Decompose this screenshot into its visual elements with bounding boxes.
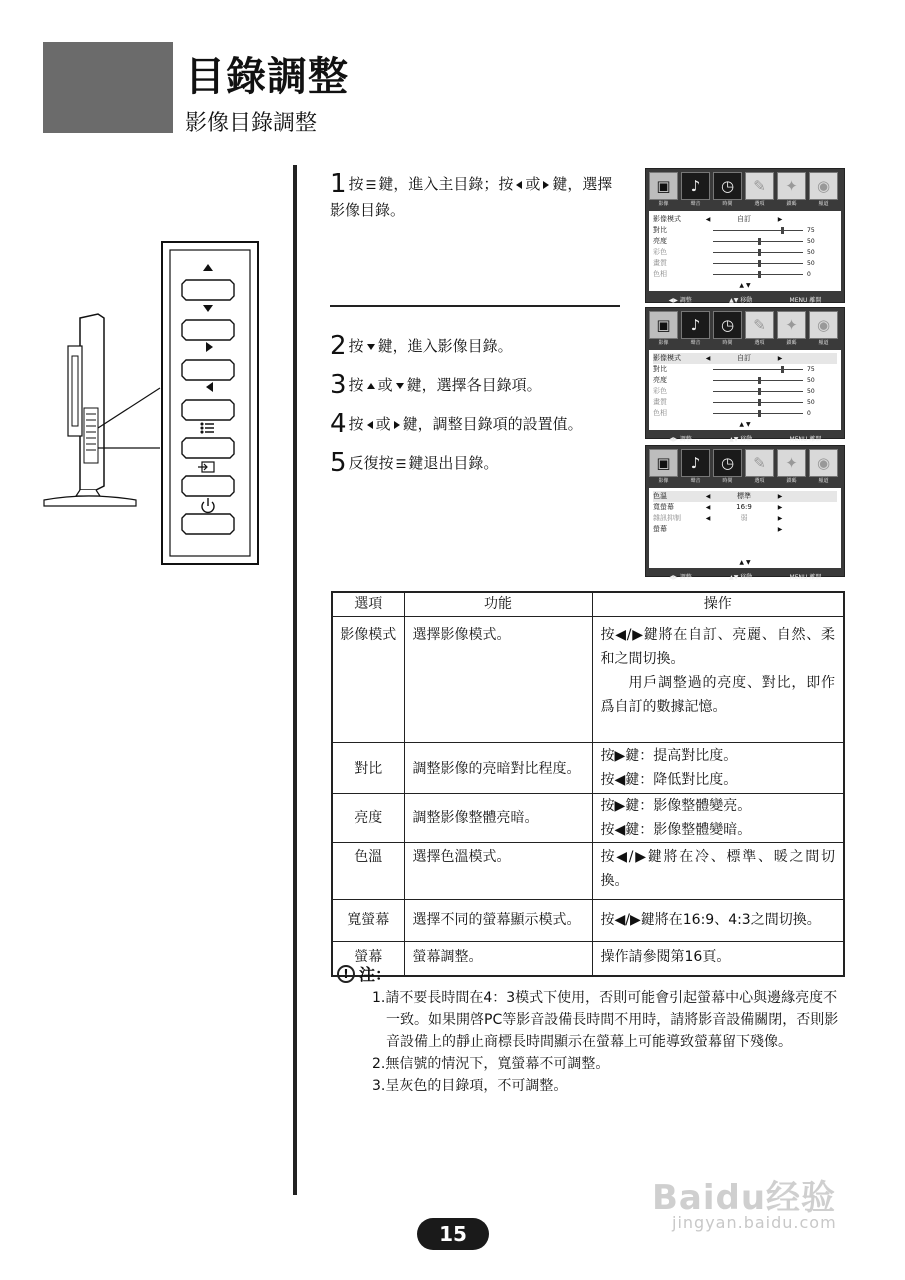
osd-slider bbox=[713, 380, 803, 381]
note-item: 3.呈灰色的目錄項，不可調整。 bbox=[372, 1078, 568, 1094]
osd-footer-key: ◀▶ bbox=[668, 297, 678, 304]
step-text: 鍵，調整目錄項的設置值。 bbox=[402, 415, 583, 433]
osd-row-contrast bbox=[653, 364, 837, 375]
osd-footer-key: ◀▶ bbox=[668, 574, 678, 581]
right-arrow-icon bbox=[394, 421, 400, 429]
left-arrow-icon: ◀ bbox=[705, 493, 711, 500]
osd-row-label: 螢幕 bbox=[653, 525, 667, 533]
left-arrow-icon: ◀ bbox=[705, 216, 711, 223]
right-arrow-icon bbox=[543, 181, 549, 189]
osd-tab-label: 鎖碼 bbox=[786, 340, 797, 346]
down-arrow-icon bbox=[396, 383, 404, 389]
osd-icon-row bbox=[646, 169, 844, 200]
notes-list bbox=[372, 987, 847, 1097]
osd-row-value: 自訂 bbox=[737, 354, 751, 362]
picture-icon: ▣ bbox=[649, 311, 678, 339]
step-text: 鍵，進入主目錄；按 bbox=[378, 175, 514, 193]
step-number: 2 bbox=[330, 331, 347, 361]
osd-row-label: 影像模式 bbox=[653, 354, 681, 362]
step-text: 按 bbox=[348, 175, 364, 193]
osd-slider-knob bbox=[758, 388, 761, 395]
step-text: 或 bbox=[525, 175, 541, 193]
table-row bbox=[332, 793, 844, 842]
osd-menu-body bbox=[649, 488, 841, 568]
table-cell-function: 調整影像整體亮暗。 bbox=[404, 793, 592, 842]
lock-icon: ✦ bbox=[777, 311, 806, 339]
osd-row-brightness bbox=[653, 375, 837, 386]
picture-icon: ▣ bbox=[649, 172, 678, 200]
clock-icon: ◷ bbox=[713, 172, 742, 200]
osd-footer bbox=[646, 570, 844, 583]
osd-row-tint bbox=[653, 269, 837, 280]
osd-tab-label: 時間 bbox=[722, 201, 733, 207]
warning-icon: ! bbox=[337, 965, 355, 983]
osd-menu-body bbox=[649, 350, 841, 430]
sound-icon: ♪ bbox=[681, 449, 710, 477]
osd-row-sharpness bbox=[653, 397, 837, 408]
left-arrow-icon: ◀ bbox=[705, 504, 711, 511]
table-row bbox=[332, 842, 844, 899]
watermark-url: jingyan.baidu.com bbox=[672, 1213, 837, 1232]
step-1 bbox=[330, 169, 620, 223]
osd-row-label: 色相 bbox=[653, 270, 667, 278]
osd-slider-knob bbox=[758, 271, 761, 278]
osd-tab-label: 選項 bbox=[754, 340, 765, 346]
osd-icon-row bbox=[646, 308, 844, 339]
clock-icon: ◷ bbox=[713, 449, 742, 477]
osd-picture-menu-3 bbox=[645, 445, 845, 581]
sound-icon: ♪ bbox=[681, 311, 710, 339]
table-cell-operation bbox=[592, 616, 844, 742]
table-cell-function: 選擇色溫模式。 bbox=[404, 842, 592, 899]
osd-row-label: 色相 bbox=[653, 409, 667, 417]
osd-tab-captions bbox=[646, 339, 844, 348]
page-title: 目錄調整 bbox=[185, 54, 349, 100]
notes-heading bbox=[337, 962, 391, 985]
osd-slider bbox=[713, 230, 803, 231]
osd-row-value: 50 bbox=[807, 399, 815, 406]
osd-slider-knob bbox=[758, 399, 761, 406]
osd-slider-knob bbox=[781, 227, 784, 234]
osd-slider bbox=[713, 252, 803, 253]
osd-tab-label: 聲音 bbox=[690, 340, 701, 346]
osd-row-color bbox=[653, 247, 837, 258]
osd-row-value: 50 bbox=[807, 260, 815, 267]
osd-footer bbox=[646, 293, 844, 306]
column-header: 功能 bbox=[404, 592, 592, 616]
table-cell-function: 選擇影像模式。 bbox=[404, 616, 592, 742]
column-header: 選項 bbox=[332, 592, 404, 616]
options-table bbox=[331, 591, 845, 977]
osd-tab-label: 聲音 bbox=[690, 201, 701, 207]
menu-icon: ☰ bbox=[395, 457, 407, 471]
osd-picture-menu-1 bbox=[645, 168, 845, 303]
operation-line: 按◀鍵：影像整體變暗。 bbox=[600, 821, 752, 838]
osd-row-label: 彩色 bbox=[653, 387, 667, 395]
osd-slider bbox=[713, 241, 803, 242]
osd-slider-knob bbox=[758, 260, 761, 267]
operation-line: 按▶鍵：影像整體變亮。 bbox=[600, 797, 752, 814]
step-5 bbox=[330, 448, 499, 478]
osd-tab-label: 選項 bbox=[754, 478, 765, 484]
osd-footer-item bbox=[729, 434, 752, 443]
left-arrow-icon bbox=[367, 421, 373, 429]
osd-footer-item bbox=[790, 295, 822, 304]
column-header: 操作 bbox=[592, 592, 844, 616]
step-number: 5 bbox=[330, 448, 347, 478]
step-text: 鍵，選擇影像目錄。 bbox=[330, 175, 613, 219]
table-cell-item: 亮度 bbox=[332, 793, 404, 842]
step-text: 反復按 bbox=[348, 454, 394, 472]
osd-slider bbox=[713, 369, 803, 370]
options-icon: ✎ bbox=[745, 311, 774, 339]
osd-row-label: 畫質 bbox=[653, 259, 667, 267]
up-down-arrows-icon: ▲ ▼ bbox=[739, 282, 751, 289]
osd-row-value: 50 bbox=[807, 238, 815, 245]
step-text: 鍵，進入影像目錄。 bbox=[377, 337, 513, 355]
osd-tab-label: 聲音 bbox=[690, 478, 701, 484]
osd-tab-label: 影像 bbox=[658, 201, 669, 207]
osd-row-value: 50 bbox=[807, 388, 815, 395]
step-text: 或 bbox=[377, 376, 393, 394]
table-cell-item: 對比 bbox=[332, 742, 404, 793]
osd-slider bbox=[713, 263, 803, 264]
osd-footer-label: 移動 bbox=[740, 574, 753, 581]
osd-footer-key: MENU bbox=[789, 297, 808, 304]
right-arrow-icon: ▶ bbox=[777, 355, 783, 362]
left-arrow-icon bbox=[516, 181, 522, 189]
osd-footer-label: 調整 bbox=[679, 297, 692, 304]
step-separator bbox=[330, 305, 620, 307]
osd-row-label: 對比 bbox=[653, 226, 667, 234]
osd-tab-label: 頻道 bbox=[818, 340, 829, 346]
osd-row-color bbox=[653, 386, 837, 397]
table-cell-operation bbox=[592, 899, 844, 941]
sound-icon: ♪ bbox=[681, 172, 710, 200]
osd-footer-label: 移動 bbox=[740, 297, 753, 304]
table-row bbox=[332, 616, 844, 742]
table-cell-function: 選擇不同的螢幕顯示模式。 bbox=[404, 899, 592, 941]
table-cell-operation bbox=[592, 941, 844, 976]
osd-row-sharpness bbox=[653, 258, 837, 269]
step-text: 鍵退出目錄。 bbox=[408, 454, 499, 472]
osd-slider-knob bbox=[758, 410, 761, 417]
table-row bbox=[332, 941, 844, 976]
osd-row-value: 75 bbox=[807, 227, 815, 234]
table-cell-item: 寬螢幕 bbox=[332, 899, 404, 941]
note-item: 1.請不要長時間在4：3模式下使用，否則可能會引起螢幕中心與邊緣亮度不一致。如果開啓PC等影音設備長時間不用時，請將影音設備關閉，否則影音設備上的靜止商標長時間顯示在螢幕上可能導致螢幕留下殘像。 bbox=[372, 990, 839, 1050]
table-header-row bbox=[332, 592, 844, 616]
osd-row-value: 0 bbox=[807, 271, 811, 278]
osd-footer-label: 調整 bbox=[679, 436, 692, 443]
step-text: 按 bbox=[348, 337, 364, 355]
osd-footer-item bbox=[790, 434, 822, 443]
osd-row-value: 50 bbox=[807, 249, 815, 256]
right-arrow-icon: ▶ bbox=[777, 504, 783, 511]
up-arrow-icon bbox=[367, 383, 375, 389]
osd-tab-label: 時間 bbox=[722, 340, 733, 346]
operation-line: 按◀鍵：降低對比度。 bbox=[600, 771, 738, 788]
lock-icon: ✦ bbox=[777, 172, 806, 200]
table-row bbox=[332, 899, 844, 941]
osd-footer-key: ◀▶ bbox=[668, 436, 678, 443]
osd-row-color-temp bbox=[653, 491, 837, 502]
osd-footer bbox=[646, 432, 844, 445]
lock-icon: ✦ bbox=[777, 449, 806, 477]
osd-footer-label: 調整 bbox=[679, 574, 692, 581]
up-down-arrows-icon: ▲ ▼ bbox=[739, 421, 751, 428]
osd-slider-knob bbox=[758, 238, 761, 245]
table-row bbox=[332, 742, 844, 793]
osd-slider bbox=[713, 402, 803, 403]
osd-slider-knob bbox=[781, 366, 784, 373]
picture-icon: ▣ bbox=[649, 449, 678, 477]
table-cell-item: 色溫 bbox=[332, 842, 404, 899]
osd-row-brightness bbox=[653, 236, 837, 247]
right-arrow-icon: ▶ bbox=[777, 493, 783, 500]
step-text: 鍵，選擇各目錄項。 bbox=[406, 376, 542, 394]
step-text: 按 bbox=[348, 376, 364, 394]
osd-footer-item bbox=[790, 572, 822, 581]
osd-footer-key: ▲▼ bbox=[729, 574, 739, 581]
osd-tab-label: 影像 bbox=[658, 478, 669, 484]
osd-slider-knob bbox=[758, 377, 761, 384]
osd-row-value: 16:9 bbox=[736, 503, 752, 511]
osd-slider-knob bbox=[758, 249, 761, 256]
osd-row-value: 0 bbox=[807, 410, 811, 417]
osd-tab-label: 頻道 bbox=[818, 478, 829, 484]
osd-slider bbox=[713, 274, 803, 275]
channel-icon: ◉ bbox=[809, 449, 838, 477]
note-item: 2.無信號的情況下，寬螢幕不可調整。 bbox=[372, 1056, 610, 1072]
clock-icon: ◷ bbox=[713, 311, 742, 339]
step-3 bbox=[330, 370, 542, 400]
osd-row-label: 色溫 bbox=[653, 492, 667, 500]
table-cell-operation bbox=[592, 793, 844, 842]
osd-tab-label: 影像 bbox=[658, 340, 669, 346]
watermark-logo: Baidu经验 bbox=[652, 1178, 837, 1218]
step-number: 1 bbox=[330, 169, 347, 199]
osd-picture-menu-2 bbox=[645, 307, 845, 443]
operation-line: 按◀/▶鍵將在16:9、4:3之間切換。 bbox=[600, 911, 821, 928]
step-4 bbox=[330, 409, 583, 439]
osd-row-widescreen bbox=[653, 502, 837, 513]
osd-tab-captions bbox=[646, 477, 844, 486]
osd-row-label: 亮度 bbox=[653, 237, 667, 245]
page-number: 15 bbox=[417, 1218, 489, 1250]
step-number: 4 bbox=[330, 409, 347, 439]
osd-row-value: 75 bbox=[807, 366, 815, 373]
osd-icon-row bbox=[646, 446, 844, 477]
osd-tab-captions bbox=[646, 200, 844, 209]
osd-row-screen bbox=[653, 524, 837, 535]
osd-row-picture-mode bbox=[653, 214, 837, 225]
table-cell-operation bbox=[592, 842, 844, 899]
osd-row-value: 標準 bbox=[737, 492, 751, 500]
osd-footer-item bbox=[729, 572, 752, 581]
osd-tab-label: 選項 bbox=[754, 201, 765, 207]
osd-row-noise-reduction bbox=[653, 513, 837, 524]
table-cell-item: 影像模式 bbox=[332, 616, 404, 742]
table-cell-function: 螢幕調整。 bbox=[404, 941, 592, 976]
osd-slider bbox=[713, 391, 803, 392]
osd-footer-key: ▲▼ bbox=[729, 297, 739, 304]
osd-tab-label: 鎖碼 bbox=[786, 478, 797, 484]
right-arrow-icon: ▶ bbox=[777, 216, 783, 223]
notes-title: 注： bbox=[359, 965, 392, 984]
osd-row-value: 弱 bbox=[740, 514, 748, 522]
options-icon: ✎ bbox=[745, 449, 774, 477]
menu-icon: ☰ bbox=[365, 178, 377, 192]
tv-side-panel-illustration bbox=[40, 238, 270, 568]
osd-footer-label: 離開 bbox=[809, 574, 822, 581]
osd-row-label: 彩色 bbox=[653, 248, 667, 256]
osd-footer-label: 離開 bbox=[809, 436, 822, 443]
osd-row-tint bbox=[653, 408, 837, 419]
up-down-arrows-icon: ▲ ▼ bbox=[739, 559, 751, 566]
operation-line: 按◀/▶鍵將在冷、標準、暖之間切換。 bbox=[600, 848, 835, 889]
operation-line: 按◀/▶鍵將在自訂、亮麗、自然、柔和之間切換。 bbox=[600, 626, 835, 667]
osd-row-picture-mode bbox=[653, 353, 837, 364]
osd-footer-item bbox=[669, 434, 692, 443]
osd-row-contrast bbox=[653, 225, 837, 236]
osd-footer-key: MENU bbox=[789, 574, 808, 581]
step-number: 3 bbox=[330, 370, 347, 400]
left-arrow-icon: ◀ bbox=[705, 515, 711, 522]
step-2 bbox=[330, 331, 513, 361]
right-arrow-icon: ▶ bbox=[777, 515, 783, 522]
osd-slider bbox=[713, 413, 803, 414]
osd-row-label: 寬螢幕 bbox=[653, 503, 674, 511]
osd-footer-item bbox=[669, 295, 692, 304]
osd-footer-key: ▲▼ bbox=[729, 436, 739, 443]
osd-footer-item bbox=[669, 572, 692, 581]
osd-tab-label: 鎖碼 bbox=[786, 201, 797, 207]
operation-line: 操作請參閱第16頁。 bbox=[600, 948, 731, 965]
osd-menu-body bbox=[649, 211, 841, 291]
step-text: 按 bbox=[348, 415, 364, 433]
header-gray-block bbox=[43, 42, 173, 133]
osd-row-value: 自訂 bbox=[737, 215, 751, 223]
osd-tab-label: 時間 bbox=[722, 478, 733, 484]
page-subtitle: 影像目錄調整 bbox=[185, 111, 318, 136]
osd-footer-item bbox=[729, 295, 752, 304]
osd-footer-label: 移動 bbox=[740, 436, 753, 443]
osd-row-label: 畫質 bbox=[653, 398, 667, 406]
osd-row-label: 影像模式 bbox=[653, 215, 681, 223]
options-icon: ✎ bbox=[745, 172, 774, 200]
operation-line: 按▶鍵：提高對比度。 bbox=[600, 747, 738, 764]
down-arrow-icon bbox=[367, 344, 375, 350]
vertical-divider bbox=[293, 165, 297, 1195]
osd-footer-key: MENU bbox=[789, 436, 808, 443]
osd-row-label: 雜訊抑制 bbox=[653, 514, 681, 522]
operation-line: 用戶調整過的亮度、對比，即作爲自訂的數據記憶。 bbox=[600, 674, 835, 715]
osd-tab-label: 頻道 bbox=[818, 201, 829, 207]
table-cell-item: 螢幕 bbox=[332, 941, 404, 976]
left-arrow-icon: ◀ bbox=[705, 355, 711, 362]
channel-icon: ◉ bbox=[809, 311, 838, 339]
channel-icon: ◉ bbox=[809, 172, 838, 200]
table-cell-operation bbox=[592, 742, 844, 793]
step-text: 或 bbox=[375, 415, 391, 433]
right-arrow-icon: ▶ bbox=[777, 526, 783, 533]
table-cell-function: 調整影像的亮暗對比程度。 bbox=[404, 742, 592, 793]
osd-row-label: 亮度 bbox=[653, 376, 667, 384]
osd-row-label: 對比 bbox=[653, 365, 667, 373]
osd-footer-label: 離開 bbox=[809, 297, 822, 304]
osd-row-value: 50 bbox=[807, 377, 815, 384]
